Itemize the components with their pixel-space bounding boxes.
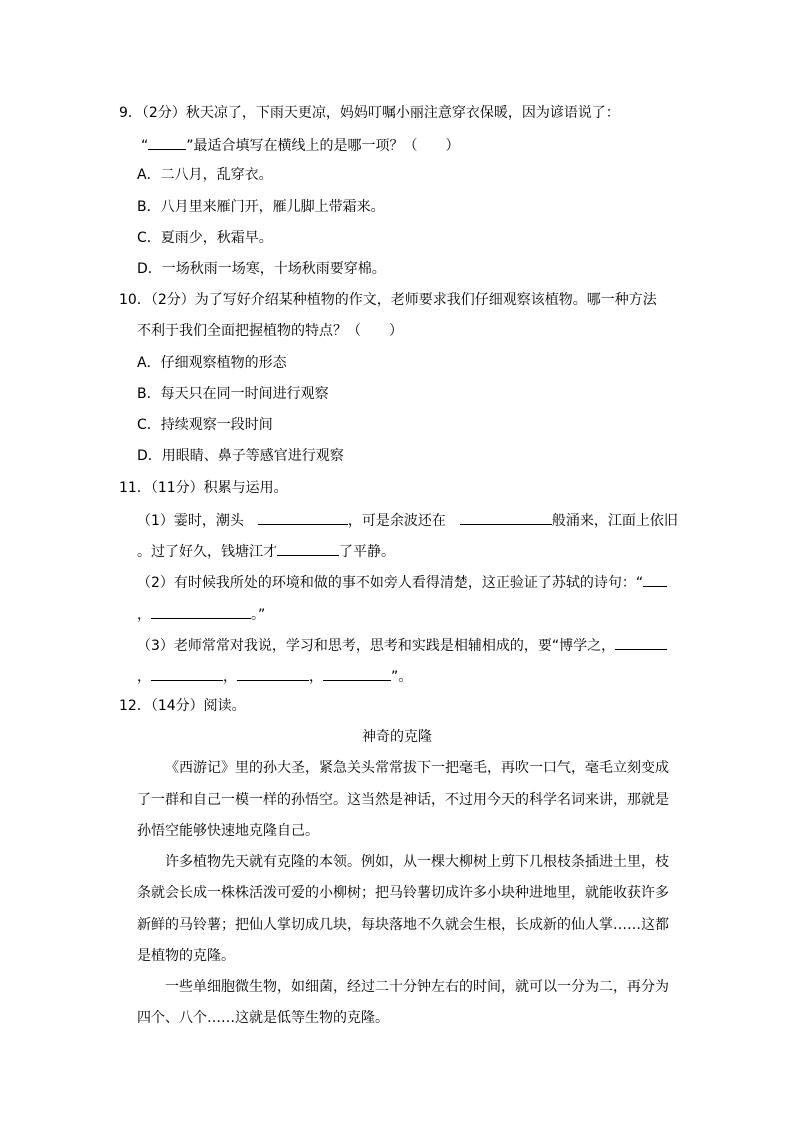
q12-stem: 12．（14分）阅读。 [119,698,246,714]
passage-p3-line1: 一些单细胞微生物，如细菌，经过二十分钟左右的时间，就可以一分为二，再分为 [165,979,669,995]
q10-stem-line2: 不利于我们全面把握植物的特点？（ ） [137,323,403,339]
q11-part1-line1 [137,510,678,530]
q11-part2-line1 [137,572,667,592]
q10-option-c[interactable]: C．持续观察一段时间 [137,417,273,433]
q9-stem: 9．（2分）秋天凉了，下雨天更凉，妈妈叮嘱小丽注意穿衣保暖，因为谚语说了： [119,105,620,121]
q11-p1-text-b: ，可是余波还在 [347,513,446,529]
q11-p2-text-a: （2）有时候我所处的环境和做的事不如旁人看得清楚，这正验证了苏轼的诗句：“ [137,575,644,591]
q11-p2-blank1[interactable] [643,572,667,587]
q11-p3-sep2: ， [223,669,237,685]
q9-option-a[interactable]: A．二八月，乱穿衣。 [137,167,273,183]
q11-part2-line2 [137,604,265,624]
q11-p1-blank2[interactable] [460,510,552,525]
q11-p2-blank2[interactable] [151,604,251,619]
q11-stem: 11．（11分）积累与运用。 [119,480,288,496]
q11-p2-text-c: 。” [251,607,266,623]
q11-p3-text-a: （3）老师常常对我说，学习和思考，思考和实践是相辅相成的，要“博学之， [137,638,616,654]
passage-p2-line1: 许多植物先天就有克隆的本领。例如，从一棵大柳树上剪下几根枝条插进土里，枝 [165,854,669,870]
q9-question: ”最适合填写在横线上的是哪一项？（ ） [186,138,460,154]
q11-p3-end: ”。 [391,669,413,685]
q10-option-d[interactable]: D．用眼睛、鼻子等感官进行观察 [137,448,344,464]
q11-p1-text-a: （1）霎时，潮头 [137,513,244,529]
q10-stem: 10．（2分）为了写好介绍某种植物的作文，老师要求我们仔细观察该植物。哪一种方法 [119,292,657,308]
q11-p3-sep1: ， [137,669,151,685]
passage-p2-line3: 新鲜的马铃薯；把仙人掌切成几块，每块落地不久就会生根，长成新的仙人掌……这都 [137,917,669,933]
q9-option-b[interactable]: B．八月里来雁门开，雁儿脚上带霜来。 [137,199,385,215]
q10-option-b[interactable]: B．每天只在同一时间进行观察 [137,386,329,402]
q11-p2-text-b: ， [137,607,151,623]
q11-part3-line2 [137,666,412,686]
passage-p1-line2: 了一群和自己一模一样的孙悟空。这当然是神话，不过用今天的科学名词来讲，那就是 [137,792,669,808]
q11-p3-blank4[interactable] [323,666,391,681]
q11-part3-line1 [137,635,667,655]
passage-p1-line1: 《西游记》里的孙大圣，紧急关头常常拔下一把毫毛，再吹一口气，毫毛立刻变成 [165,760,669,776]
q11-p1-blank1[interactable] [258,510,348,525]
q11-p1-text-c: 般涌来，江面上依旧 [551,513,678,529]
passage-p3-line2: 四个、八个……这就是低等生物的克隆。 [137,1010,389,1026]
q9-quote-open: “ [141,138,149,154]
q11-p3-sep3: ， [309,669,323,685]
q11-p3-blank3[interactable] [237,666,309,681]
q11-p1-text-d: 。过了好久，钱塘江才 [137,544,277,560]
q9-blank[interactable] [148,135,186,150]
q11-part1-line2 [137,541,395,561]
passage-p1-line3: 孙悟空能够快速地克隆自己。 [137,823,319,839]
q11-p3-blank2[interactable] [151,666,223,681]
q9-stem-line2 [141,135,460,155]
passage-title: 神奇的克隆 [362,729,432,745]
q11-p1-blank3[interactable] [277,541,339,556]
q11-p3-blank1[interactable] [615,635,667,650]
q11-p1-text-e: 了平静。 [339,544,395,560]
q9-option-c[interactable]: C．夏雨少，秋霜早。 [137,230,273,246]
q9-option-d[interactable]: D．一场秋雨一场寒，十场秋雨要穿棉。 [137,261,386,277]
passage-p2-line2: 条就会长成一株株活泼可爱的小柳树；把马铃薯切成许多小块种进地里，就能收获许多 [137,885,669,901]
passage-p2-line4: 是植物的克隆。 [137,948,235,964]
q10-option-a[interactable]: A．仔细观察植物的形态 [137,355,287,371]
